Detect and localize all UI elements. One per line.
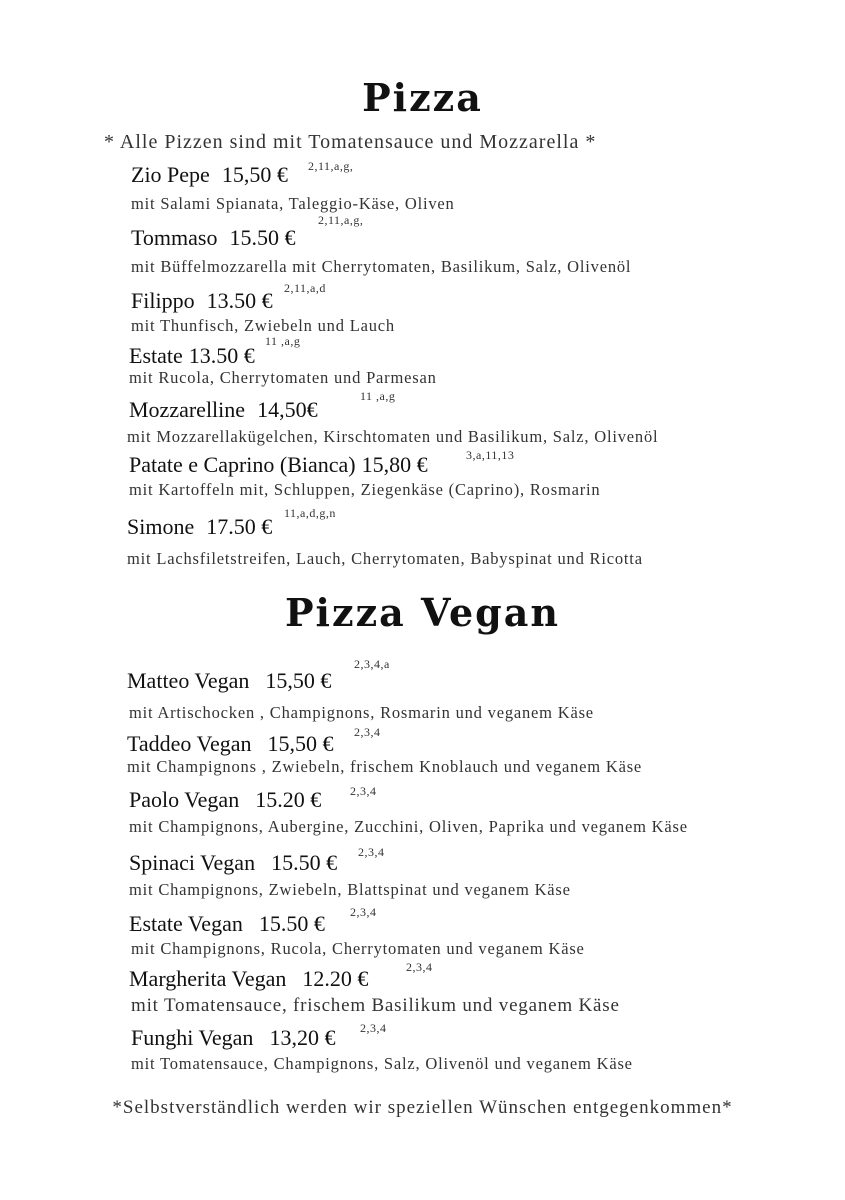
item-title: Zio Pepe bbox=[131, 162, 210, 187]
menu-item-name bbox=[129, 966, 368, 992]
item-price: 15.50 € bbox=[229, 225, 296, 250]
item-price: 13.50 € bbox=[188, 343, 255, 368]
allergen-codes: 2,3,4 bbox=[360, 1021, 387, 1035]
item-description: mit Lachsfiletstreifen, Lauch, Cherrytomaten, Babyspinat und Ricotta bbox=[127, 549, 643, 568]
menu-item-name bbox=[129, 343, 255, 369]
allergen-codes: 2,11,a,g, bbox=[308, 159, 354, 173]
item-price: 15,50 € bbox=[221, 162, 288, 187]
item-price: 15.20 € bbox=[255, 787, 322, 812]
menu-item-name bbox=[131, 162, 288, 188]
item-title: Filippo bbox=[131, 288, 195, 313]
item-description: mit Champignons , Zwiebeln, frischem Knoblauch und veganem Käse bbox=[127, 757, 643, 776]
item-price: 12.20 € bbox=[302, 966, 369, 991]
allergen-codes: 2,3,4 bbox=[358, 845, 385, 859]
item-title: Taddeo Vegan bbox=[127, 731, 252, 756]
item-title: Estate bbox=[129, 343, 183, 368]
item-description: mit Rucola, Cherrytomaten und Parmesan bbox=[129, 368, 437, 387]
item-title: Paolo Vegan bbox=[129, 787, 240, 812]
item-price: 15,50 € bbox=[267, 731, 334, 756]
menu-item-name bbox=[131, 288, 273, 314]
allergen-codes: 11 ,a,g bbox=[265, 334, 301, 348]
menu-item-name bbox=[127, 731, 334, 757]
vegan-section-title: Pizza Vegan bbox=[284, 590, 560, 635]
item-price: 15,80 € bbox=[361, 452, 428, 477]
menu-item-name bbox=[129, 397, 318, 423]
item-description: mit Salami Spianata, Taleggio-Käse, Oliven bbox=[131, 194, 455, 213]
item-price: 17.50 € bbox=[206, 514, 273, 539]
item-description: mit Thunfisch, Zwiebeln und Lauch bbox=[131, 316, 395, 335]
pizza-section-note: * Alle Pizzen sind mit Tomatensauce und Mozzarella * bbox=[104, 131, 597, 153]
allergen-codes: 2,11,a,d bbox=[284, 281, 326, 295]
allergen-codes: 11,a,d,g,n bbox=[284, 506, 336, 520]
item-title: Patate e Caprino (Bianca) bbox=[129, 452, 356, 477]
item-title: Estate Vegan bbox=[129, 911, 243, 936]
menu-item-name bbox=[131, 225, 295, 251]
allergen-codes: 2,3,4 bbox=[350, 784, 377, 798]
menu-item-name bbox=[127, 668, 331, 694]
item-description: mit Champignons, Rucola, Cherrytomaten und veganem Käse bbox=[131, 939, 585, 958]
item-title: Mozzarelline bbox=[129, 397, 246, 422]
item-price: 15,50 € bbox=[265, 668, 332, 693]
menu-item-name bbox=[129, 850, 337, 876]
item-price: 13,20 € bbox=[269, 1025, 336, 1050]
item-title: Tommaso bbox=[131, 225, 218, 250]
allergen-codes: 2,3,4 bbox=[350, 905, 377, 919]
item-description: mit Kartoffeln mit, Schluppen, Ziegenkäse (Caprino), Rosmarin bbox=[129, 480, 601, 499]
footer-note: *Selbstverständlich werden wir speziellen Wünschen entgegenkommen* bbox=[112, 1097, 733, 1118]
allergen-codes: 11 ,a,g bbox=[360, 389, 396, 403]
menu-item-name bbox=[131, 1025, 335, 1051]
item-title: Funghi Vegan bbox=[131, 1025, 254, 1050]
menu-item-name bbox=[127, 514, 272, 540]
item-description: mit Tomatensauce, frischem Basilikum und veganem Käse bbox=[131, 995, 620, 1016]
item-price: 15.50 € bbox=[258, 911, 325, 936]
item-description: mit Champignons, Aubergine, Zucchini, Oliven, Paprika und veganem Käse bbox=[129, 817, 688, 836]
allergen-codes: 2,3,4 bbox=[406, 960, 433, 974]
menu-item-name bbox=[129, 911, 325, 937]
item-price: 13.50 € bbox=[206, 288, 273, 313]
allergen-codes: 2,3,4 bbox=[354, 725, 381, 739]
item-description: mit Tomatensauce, Champignons, Salz, Olivenöl und veganem Käse bbox=[131, 1054, 633, 1073]
item-title: Matteo Vegan bbox=[127, 668, 250, 693]
item-description: mit Artischocken , Champignons, Rosmarin und veganem Käse bbox=[129, 703, 594, 722]
item-title: Margherita Vegan bbox=[129, 966, 287, 991]
item-description: mit Mozzarellakügelchen, Kirschtomaten und Basilikum, Salz, Olivenöl bbox=[127, 427, 659, 446]
menu-item-name bbox=[129, 452, 428, 478]
item-price: 15.50 € bbox=[271, 850, 338, 875]
item-description: mit Büffelmozzarella mit Cherrytomaten, Basilikum, Salz, Olivenöl bbox=[131, 257, 632, 276]
item-title: Spinaci Vegan bbox=[129, 850, 256, 875]
allergen-codes: 2,11,a,g, bbox=[318, 213, 364, 227]
item-description: mit Champignons, Zwiebeln, Blattspinat und veganem Käse bbox=[129, 880, 571, 899]
item-title: Simone bbox=[127, 514, 195, 539]
item-price: 14,50€ bbox=[257, 397, 318, 422]
allergen-codes: 3,a,11,13 bbox=[466, 448, 515, 462]
pizza-section-title: Pizza bbox=[362, 75, 483, 120]
menu-item-name bbox=[129, 787, 321, 813]
allergen-codes: 2,3,4,a bbox=[354, 657, 390, 671]
